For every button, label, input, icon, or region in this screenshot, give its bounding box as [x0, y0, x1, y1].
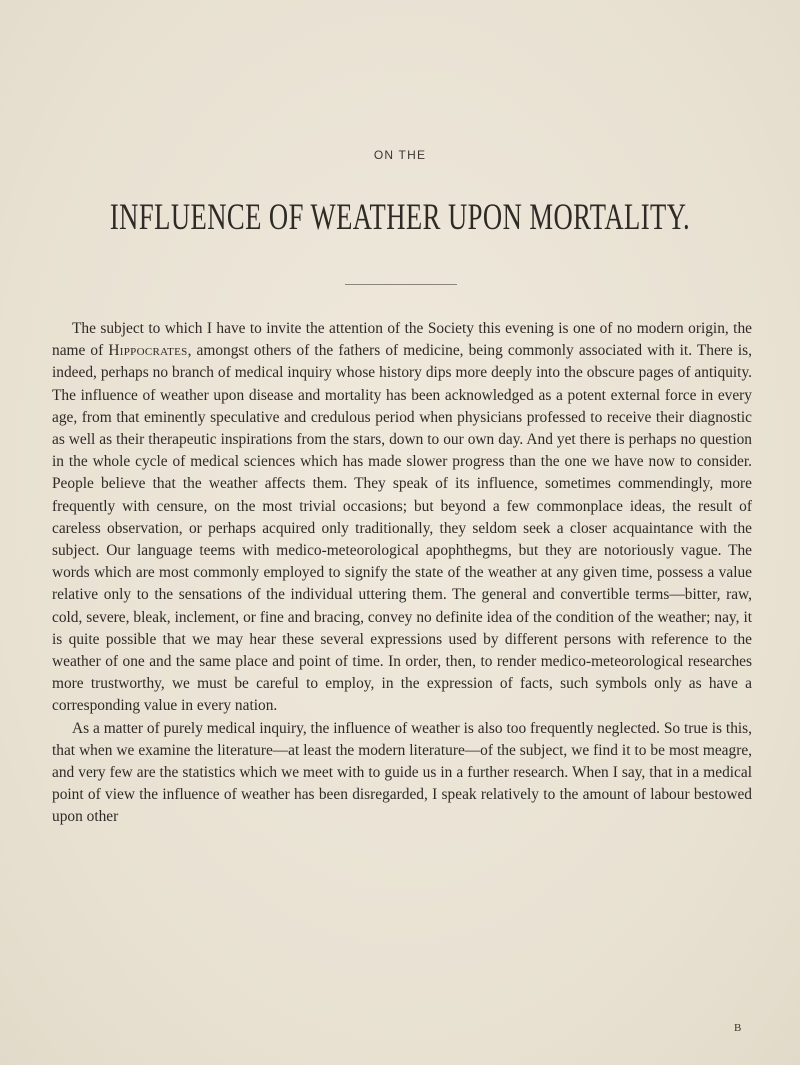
- author-name-hippocrates: Hippocrates: [108, 342, 188, 360]
- paragraph-1: [52, 318, 752, 718]
- title-rule: [345, 284, 457, 285]
- paragraph-1-text-a: The subject to which I have to invite the attention of the Society this evening is one of no modern origin, the name of: [52, 320, 752, 360]
- pre-title: ON THE: [373, 148, 427, 162]
- paragraph-1-text-b: , amongst others of the fathers of medicine, being commonly associated with it. There is, indeed, perhaps no branch of medical inquiry whose history dips more deeply into the obscure pages of antiquity. The influence of weather upon disease and mortality has been acknowledged as a potent external force in every age, from that eminently speculative and credulous period when physicians professed to receive their diagnostic as well as their therapeutic inspirations from the stars, down to our own day. And yet there is perhaps no question in the whole cycle of medical sciences which has made slower progress than the one we have now to consider. People believe that the weather affects them. They speak of its influence, sometimes commendingly, more frequently with censure, on the most trivial occasions; but beyond a few commonplace ideas, the result of careless observation, or perhaps acquired only traditionally, they seldom seek a closer acquaintance with the subject. Our language teems with medico-meteorological apophthegms, but they are notoriously vague. The words which are most commonly employed to signify the state of the weather at any given time, possess a value relative only to the sensations of the individual uttering them. The general and convertible terms—bitter, raw, cold, severe, bleak, inclement, or fine and bracing, convey no definite idea of the condition of the weather; nay, it is quite possible that we may hear these several expressions used by different persons with reference to the weather of one and the same place and point of time. In order, then, to render medico-meteorological researches more trustworthy, we must be careful to employ, in the expression of facts, such symbols only as have a corresponding value in every nation.: [52, 342, 752, 715]
- signature-mark: B: [734, 1022, 742, 1034]
- page-title: INFLUENCE OF WEATHER UPON MORTALITY.: [109, 196, 691, 238]
- paragraph-2: As a matter of purely medical inquiry, the influence of weather is also too frequently neglected. So true is this, that when we examine the literature—at least the modern literature—of the subject, we find it to be most meagre, and very few are the statistics which we meet with to guide us in a further research. When I say, that in a medical point of view the influence of weather has been disregarded, I speak relatively to the amount of labour bestowed upon other: [52, 719, 752, 826]
- body-text: [52, 318, 752, 829]
